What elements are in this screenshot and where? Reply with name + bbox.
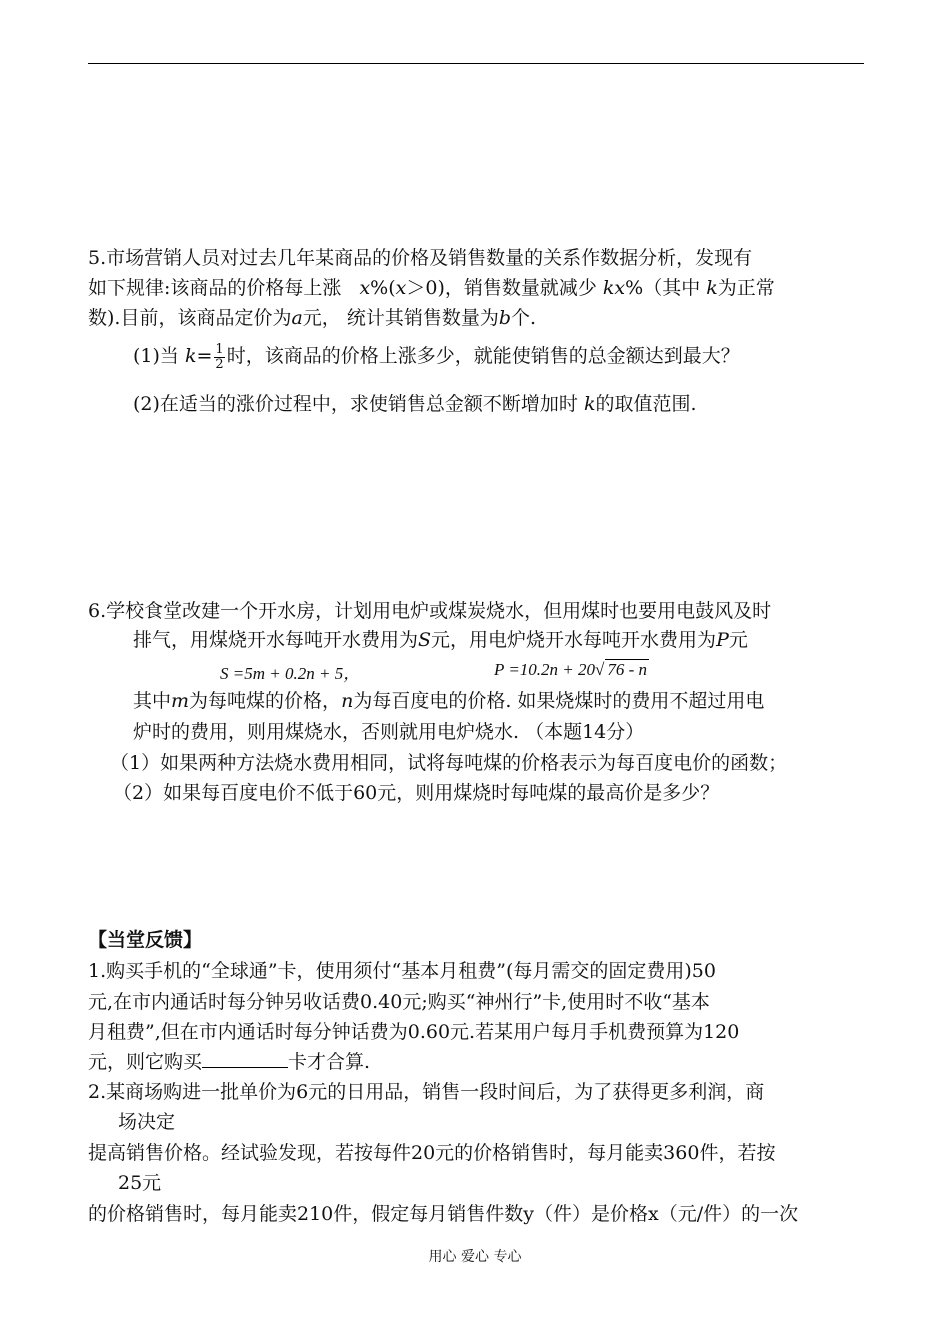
text-segment: 元，用电炉烧开水每吨开水费用为 bbox=[431, 629, 717, 651]
feedback-item2-line3: 提高销售价格。经试验发现，若按每件20元的价格销售时，每月能卖360件，若按 bbox=[88, 1142, 776, 1164]
text-segment: 卡才合算. bbox=[288, 1051, 371, 1073]
var-b: b bbox=[498, 307, 511, 329]
var-x: x bbox=[395, 277, 407, 299]
text-segment: (2)在适当的涨价过程中，求使销售总金额不断增加时 bbox=[133, 393, 578, 415]
feedback-item1-line1: 1.购买手机的“全球通”卡，使用须付“基本月租费”(每月需交的固定费用)50 bbox=[88, 960, 716, 982]
page-footer: 用心 爱心 专心 bbox=[428, 1249, 522, 1265]
formula-s: S =5m + 0.2n + 5， bbox=[220, 664, 361, 683]
fraction-one-half bbox=[214, 343, 224, 372]
var-k: k bbox=[184, 345, 197, 367]
feedback-item2-line5: 的价格销售时，每月能卖210件，假定每月销售件数y（件）是价格x（元/件）的一次 bbox=[88, 1203, 799, 1225]
feedback-item1-line3: 月租费”,但在市内通话时每分钟话费为0.60元.若某用户每月手机费预算为120 bbox=[88, 1021, 740, 1043]
var-k: k bbox=[583, 393, 596, 415]
text-segment: 元，则它购买 bbox=[88, 1051, 203, 1073]
formula-p-lhs: P =10.2n + 20 bbox=[494, 660, 596, 679]
text-segment: 元 bbox=[728, 629, 748, 651]
problem5-line2 bbox=[88, 272, 775, 304]
text-segment: ＞0)，销售数量就减少 bbox=[406, 277, 597, 299]
problem6-line1: 6.学校食堂改建一个开水房，计划用电炉或煤炭烧水，但用煤时也要用电鼓风及时 bbox=[88, 600, 772, 622]
problem5-line3 bbox=[88, 302, 536, 334]
fraction-denominator: 2 bbox=[215, 356, 224, 372]
feedback-item2-line4: 25元 bbox=[118, 1172, 162, 1194]
problem6-line2 bbox=[133, 624, 748, 656]
text-segment: 为每百度电的价格. 如果烧煤时的费用不超过用电 bbox=[353, 690, 765, 712]
text-segment: 为正常 bbox=[717, 277, 775, 299]
problem6-question1: （1）如果两种方法烧水费用相同，试将每吨煤的价格表示为每百度电价的函数； bbox=[110, 752, 788, 774]
text-segment: 的取值范围. bbox=[595, 393, 697, 415]
problem5-question1 bbox=[133, 340, 740, 372]
var-n: n bbox=[341, 690, 354, 712]
feedback-item1-line4 bbox=[88, 1046, 370, 1078]
problem5-line1: 5.市场营销人员对过去几年某商品的价格及销售数量的关系作数据分析，发现有 bbox=[88, 247, 753, 269]
feedback-heading: 【当堂反馈】 bbox=[88, 929, 203, 951]
problem6-line3 bbox=[133, 685, 764, 717]
text-segment: 数).目前，该商品定价为 bbox=[88, 307, 292, 329]
var-a: a bbox=[291, 307, 303, 329]
text-segment: 为每吨煤的价格， bbox=[189, 690, 342, 712]
text-segment: 如下规律:该商品的价格每上涨 bbox=[88, 277, 342, 299]
text-segment: 排气，用煤烧开水每吨开水费用为 bbox=[133, 629, 419, 651]
var-m: m bbox=[171, 690, 190, 712]
formula-p bbox=[494, 659, 649, 680]
problem6-question2: （2）如果每百度电价不低于60元，则用煤烧时每吨煤的最高价是多少？ bbox=[113, 782, 720, 804]
var-x: x bbox=[359, 277, 371, 299]
fraction-numerator: 1 bbox=[215, 341, 224, 357]
answer-blank bbox=[202, 1049, 288, 1068]
var-kx: kx bbox=[602, 277, 626, 299]
var-p: P bbox=[716, 629, 729, 651]
problem6-line4: 炉时的费用，则用煤烧水，否则就用电炉烧水. （本题14分） bbox=[133, 721, 645, 743]
text-segment: 元， 统计其销售数量为 bbox=[302, 307, 499, 329]
feedback-item1-line2: 元,在市内通话时每分钟另收话费0.40元;购买“神州行”卡,使用时不收“基本 bbox=[88, 991, 710, 1013]
text-segment: 时，该商品的价格上涨多少，就能使销售的总金额达到最大？ bbox=[226, 345, 740, 367]
problem5-question2 bbox=[133, 388, 697, 420]
var-k: k bbox=[706, 277, 718, 299]
text-segment: (1)当 bbox=[133, 345, 179, 367]
text-segment: 个. bbox=[511, 307, 537, 329]
text-segment: %（其中 bbox=[625, 277, 701, 299]
text-segment: %( bbox=[370, 277, 396, 299]
text-segment: 其中 bbox=[133, 690, 172, 712]
text-segment: = bbox=[196, 345, 213, 367]
header-rule bbox=[88, 63, 864, 64]
feedback-item2-line1: 2.某商场购进一批单价为6元的日用品，销售一段时间后，为了获得更多利润，商 bbox=[88, 1081, 765, 1103]
feedback-item2-line2: 场决定 bbox=[118, 1111, 176, 1133]
sqrt-radicand: 76 - n bbox=[607, 660, 648, 679]
sqrt-sign: √ bbox=[595, 660, 605, 679]
var-s: S bbox=[418, 629, 432, 651]
